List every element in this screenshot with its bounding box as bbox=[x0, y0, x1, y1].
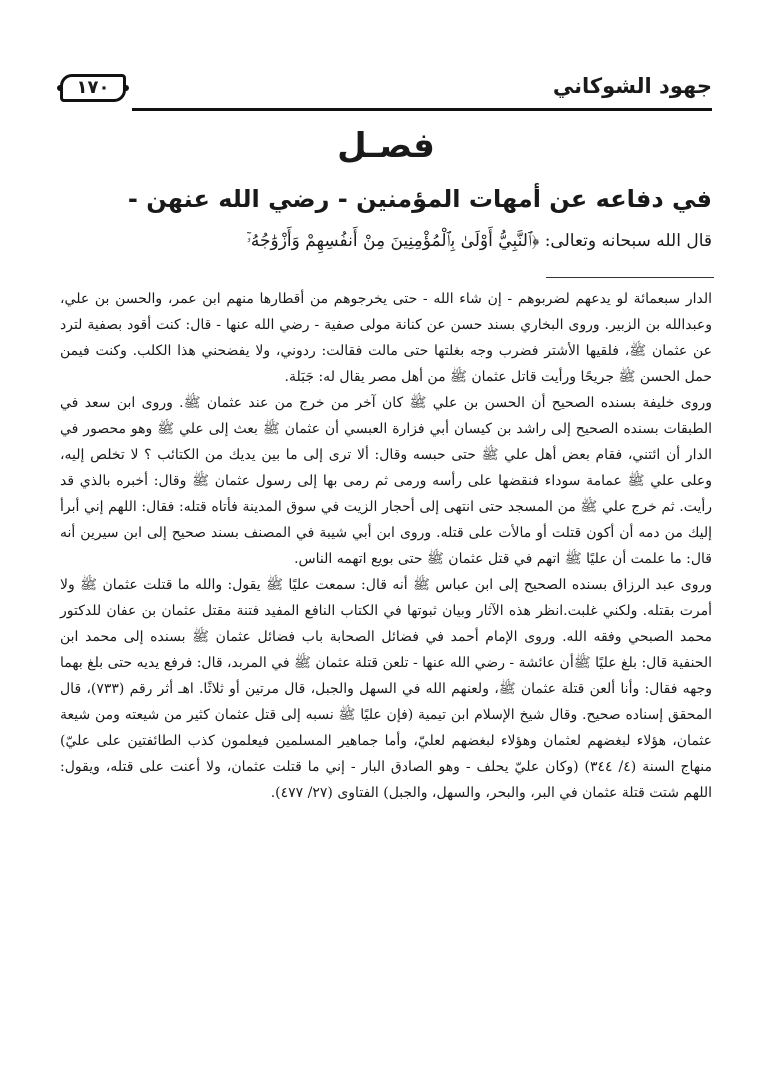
footnote-separator bbox=[546, 277, 714, 278]
quran-verse-line: قال الله سبحانه وتعالى: ﴿ٱلنَّبِيُّ أَوْلَىٰ بِٱلْمُؤْمِنِينَ مِنْ أَنفُسِهِمْ وَأَزْوَٰجُهُۥٓ bbox=[246, 231, 712, 251]
header-rule bbox=[132, 108, 712, 111]
section-title: فصـل bbox=[337, 126, 435, 166]
paragraph: الدار سبعمائة لو يدعهم لضربوهم - إن شاء الله - حتى يخرجوهم من أقطارها منهم ابن عمر، والحسن بن علي، وعبدالله بن الزبير. وروى البخاري بسند حسن عن كنانة مولى صفية - رضي الله عنها - قال: كنت أقود بصفية لترد عن عثمان ﷺ، فلقيها الأشتر فضرب وجه بغلتها حتى مالت فقالت: ردوني، ولا يفضحني هذا الكلب. وكنت فيمن حمل الحسن ﷺ جريحًا ورأيت قاتل عثمان ﷺ من أهل مصر يقال له: جَبَلة. bbox=[60, 291, 712, 385]
paragraph: وروى عبد الرزاق بسنده الصحيح إلى ابن عباس ﷺ أنه قال: سمعت عليًا ﷺ يقول: والله ما قتلت عثمان ﷺ ولا أمرت بقتله. ولكني غلبت.انظر هذه الآثار وبيان ثبوتها في الكتاب النافع المفيد فتنة مقتل عثمان بن عفان للدكتور محمد الصبحي وفقه الله. وروى الإمام أحمد في فضائل الصحابة باب فضائل عثمان ﷺ بسنده إلى محمد ابن الحنفية قال: بلغ عليًا ﷺأن عائشة - رضي الله عنها - تلعن قتلة عثمان ﷺ في المربد، قال: فرفع يديه حتى بلغ بهما وجهه فقال: وأنا ألعن قتلة عثمان ﷺ، ولعنهم الله في السهل والجبل، قال مرتين أو ثلاثًا. اهـ أثر رقم (٧٣٣)، قال المحقق إسناده صحيح. وقال شيخ الإسلام ابن تيمية (فإن عليًا ﷺ نسبه إلى قتل عثمان كثير من شيعته ومن شيعة عثمان، هؤلاء لبغضهم لعثمان وهؤلاء لبغضهم لعليّ، وأما جماهير المسلمين فيعلمون كذب الطائفتين على عليّ) منهاج السنة (٤/ ٣٤٤) (وكان عليّ يحلف - وهو الصادق البار - إني ما قتلت عثمان، ولا أعنت على قتله، ويقول: اللهم شتت قتلة عثمان في البر، والبحر، والسهل، والجبل) الفتاوى (٢٧/ ٤٧٧). bbox=[60, 577, 713, 801]
book-title: جهود الشوكاني bbox=[552, 74, 712, 98]
running-header bbox=[60, 60, 712, 110]
page-number-badge: ١٧٠ bbox=[60, 74, 126, 102]
paragraph: وروى خليفة بسنده الصحيح أن الحسن بن علي ﷺ كان آخر من خرج من عند عثمان ﷺ. وروى ابن سعد في الطبقات بسنده الصحيح إلى راشد بن كيسان أبي فزارة العبسي أن عثمان ﷺ بعث إلى علي ﷺ وهو محصور في الدار أن ائتني، فقام بعض أهل علي ﷺ حتى حبسه وقال: ألا ترى إلى ما بين يديك من الكتائب ؟ لا تخلص إليه، وعلى علي ﷺ عمامة سوداء فنقضها على رأسه ورمى ثم رمى بها إلى رسول عثمان ﷺ وقال: أخبره بالذي قد رأيت. ثم خرج علي ﷺ من المسجد حتى انتهى إلى أحجار الزيت في سوق المدينة فأتاه قتله: فقال: اللهم إني أبرأ إليك من دمه أن أكون قتلت أو مالأت على قتله. وروى ابن أبي شيبة في المصنف بسند صحيح إلى ابن سيرين أنه قال: ما علمت أن عليًا ﷺ اتهم في قتل عثمان ﷺ حتى بويع اتهمه الناس. bbox=[60, 395, 712, 567]
chapter-subtitle: في دفاعه عن أمهات المؤمنين - رضي الله عنهن - bbox=[127, 185, 712, 213]
footnote-body bbox=[60, 286, 712, 806]
